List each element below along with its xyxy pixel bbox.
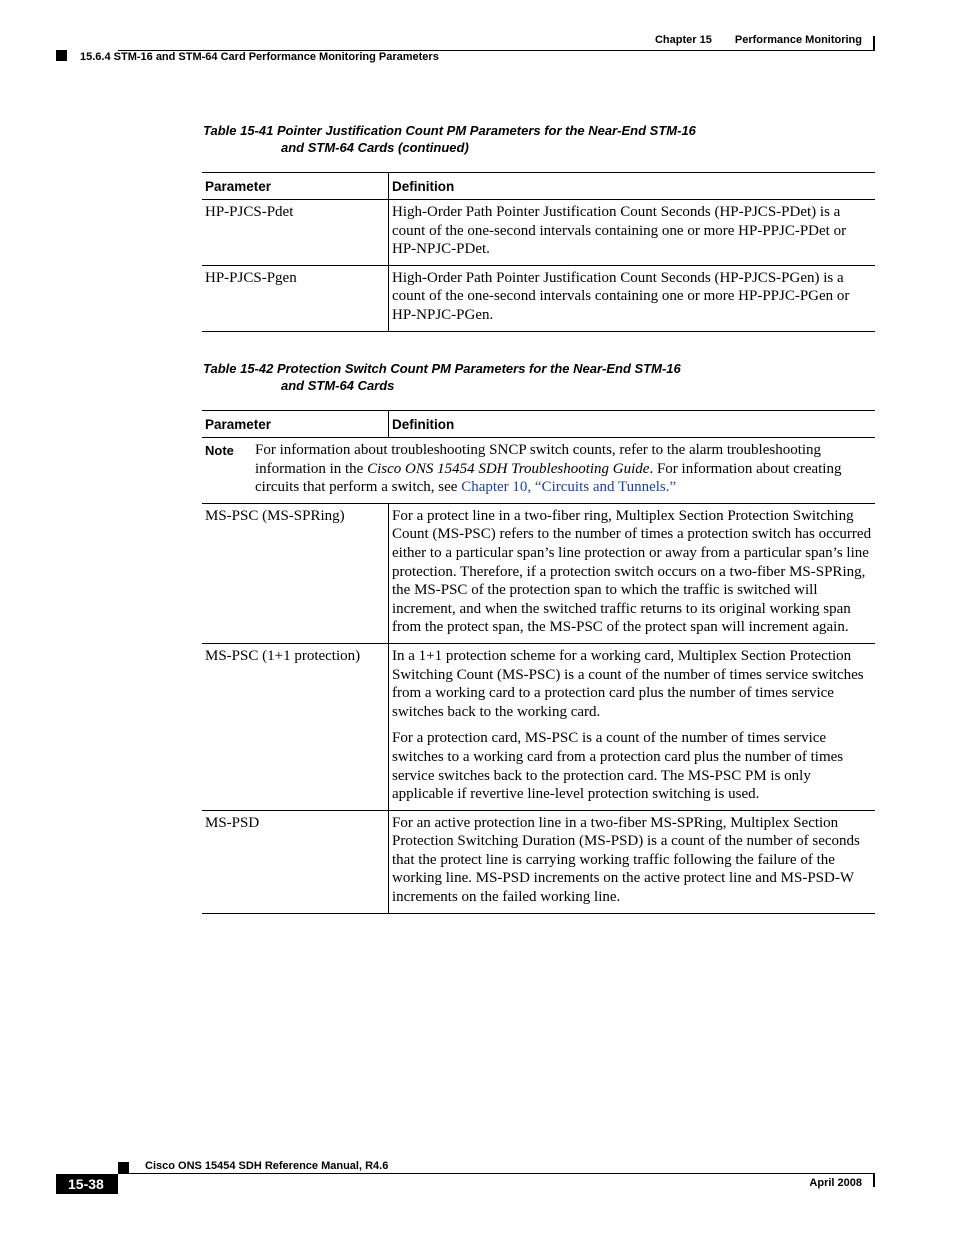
note-cell	[202, 438, 875, 504]
definition-cell	[389, 643, 876, 810]
table2-col-parameter: Parameter	[202, 411, 389, 438]
note-label: Note	[205, 443, 234, 458]
footer-rule	[118, 1173, 875, 1174]
table2-header-row	[202, 411, 875, 438]
table1-caption-line2: and STM-64 Cards (continued)	[281, 140, 469, 155]
footer-manual-title: Cisco ONS 15454 SDH Reference Manual, R4.6	[145, 1160, 389, 1172]
footer-marker-block	[118, 1162, 129, 1173]
note-row	[202, 438, 875, 504]
footer-date: April 2008	[809, 1177, 862, 1189]
table1-caption-line1: Table 15-41 Pointer Justification Count PM Parameters for the Near-End STM-16	[203, 123, 696, 138]
table1-caption	[203, 122, 696, 156]
param-cell: MS-PSC (MS-SPRing)	[202, 503, 389, 643]
table-row	[202, 810, 875, 913]
definition-paragraph: For an active protection line in a two-fiber MS-SPRing, Multiplex Section Protection Switching Duration (MS-PSD) is a count of the number of seconds that the protect line is carrying working traffic following the failure of the working line. MS-PSD increments on the active protect line and MS-PSD-W increments on the failed working line.	[392, 814, 860, 906]
header-marker-block	[56, 50, 67, 61]
note-text-before: For information about troubleshooting SNCP switch counts, refer to the alarm troubleshooting information in the	[255, 442, 822, 477]
table2-caption-line2: and STM-64 Cards	[281, 378, 395, 393]
guide-title: Cisco ONS 15454 SDH Troubleshooting Guide	[367, 460, 650, 477]
table1-col-definition: Definition	[389, 173, 876, 200]
table1-header-row	[202, 173, 875, 200]
table-row	[202, 200, 875, 266]
param-cell: HP-PJCS-Pdet	[202, 200, 389, 266]
table1-col-parameter: Parameter	[202, 173, 389, 200]
table1	[202, 172, 875, 332]
definition-paragraph: In a 1+1 protection scheme for a working card, Multiplex Section Protection Switching Count (MS-PSC) is a count of the number of times service switches from a working card to a protection card plus the number of times service switches back to the working card.	[392, 647, 864, 720]
definition-cell	[389, 810, 876, 913]
footer-vertical-bar	[873, 1174, 875, 1187]
chapter-number: Chapter 15	[654, 34, 712, 46]
chapter-title: Performance Monitoring	[734, 34, 862, 46]
note-text-middle: . For information about creating circuits that perform a switch, see	[255, 460, 842, 496]
param-cell: MS-PSD	[202, 810, 389, 913]
running-header-chapter	[655, 34, 862, 46]
definition-cell	[389, 503, 876, 643]
header-vertical-bar	[873, 36, 875, 50]
table-row	[202, 265, 875, 331]
definition-paragraph: For a protect line in a two-fiber ring, Multiplex Section Protection Switching Count (MS-PSC) refers to the number of times a protection switch has occurred either to a particular span’s line protection or away from a particular span’s line protection. Therefore, if a protection switch occurs on a two-fiber MS-SPRing, the MS-PSC of the protection span to which the traffic is switched will increment, and when the switched traffic returns to its original working span from the protect span, the MS-PSC of the protect span will increment again.	[392, 507, 872, 636]
definition-cell: High-Order Path Pointer Justification Count Seconds (HP-PJCS-PDet) is a count of the one-second intervals containing one or more HP-PPJC-PDet or HP-NPJC-PDet.	[389, 200, 876, 266]
table-row	[202, 503, 875, 643]
running-header-section: 15.6.4 STM-16 and STM-64 Card Performance Monitoring Parameters	[80, 51, 439, 63]
page-number: 15-38	[56, 1174, 118, 1194]
chapter-10-link[interactable]: Chapter 10, “Circuits and Tunnels.”	[461, 479, 677, 496]
param-cell: HP-PJCS-Pgen	[202, 265, 389, 331]
note-text	[255, 441, 872, 497]
table2-caption-line1: Table 15-42 Protection Switch Count PM Parameters for the Near-End STM-16	[203, 361, 681, 376]
definition-paragraph: For a protection card, MS-PSC is a count of the number of times service switches to a working card from a protection card plus the number of times service switches back to the protection card. The MS-PSC PM is only applicable if revertive line-level protection switching is used.	[392, 730, 844, 803]
table2-caption	[203, 360, 681, 394]
table2-col-definition: Definition	[389, 411, 876, 438]
definition-cell: High-Order Path Pointer Justification Count Seconds (HP-PJCS-PGen) is a count of the one-second intervals containing one or more HP-PPJC-PGen or HP-NPJC-PGen.	[389, 265, 876, 331]
table2	[202, 410, 875, 914]
param-cell: MS-PSC (1+1 protection)	[202, 643, 389, 810]
table-row	[202, 643, 875, 810]
